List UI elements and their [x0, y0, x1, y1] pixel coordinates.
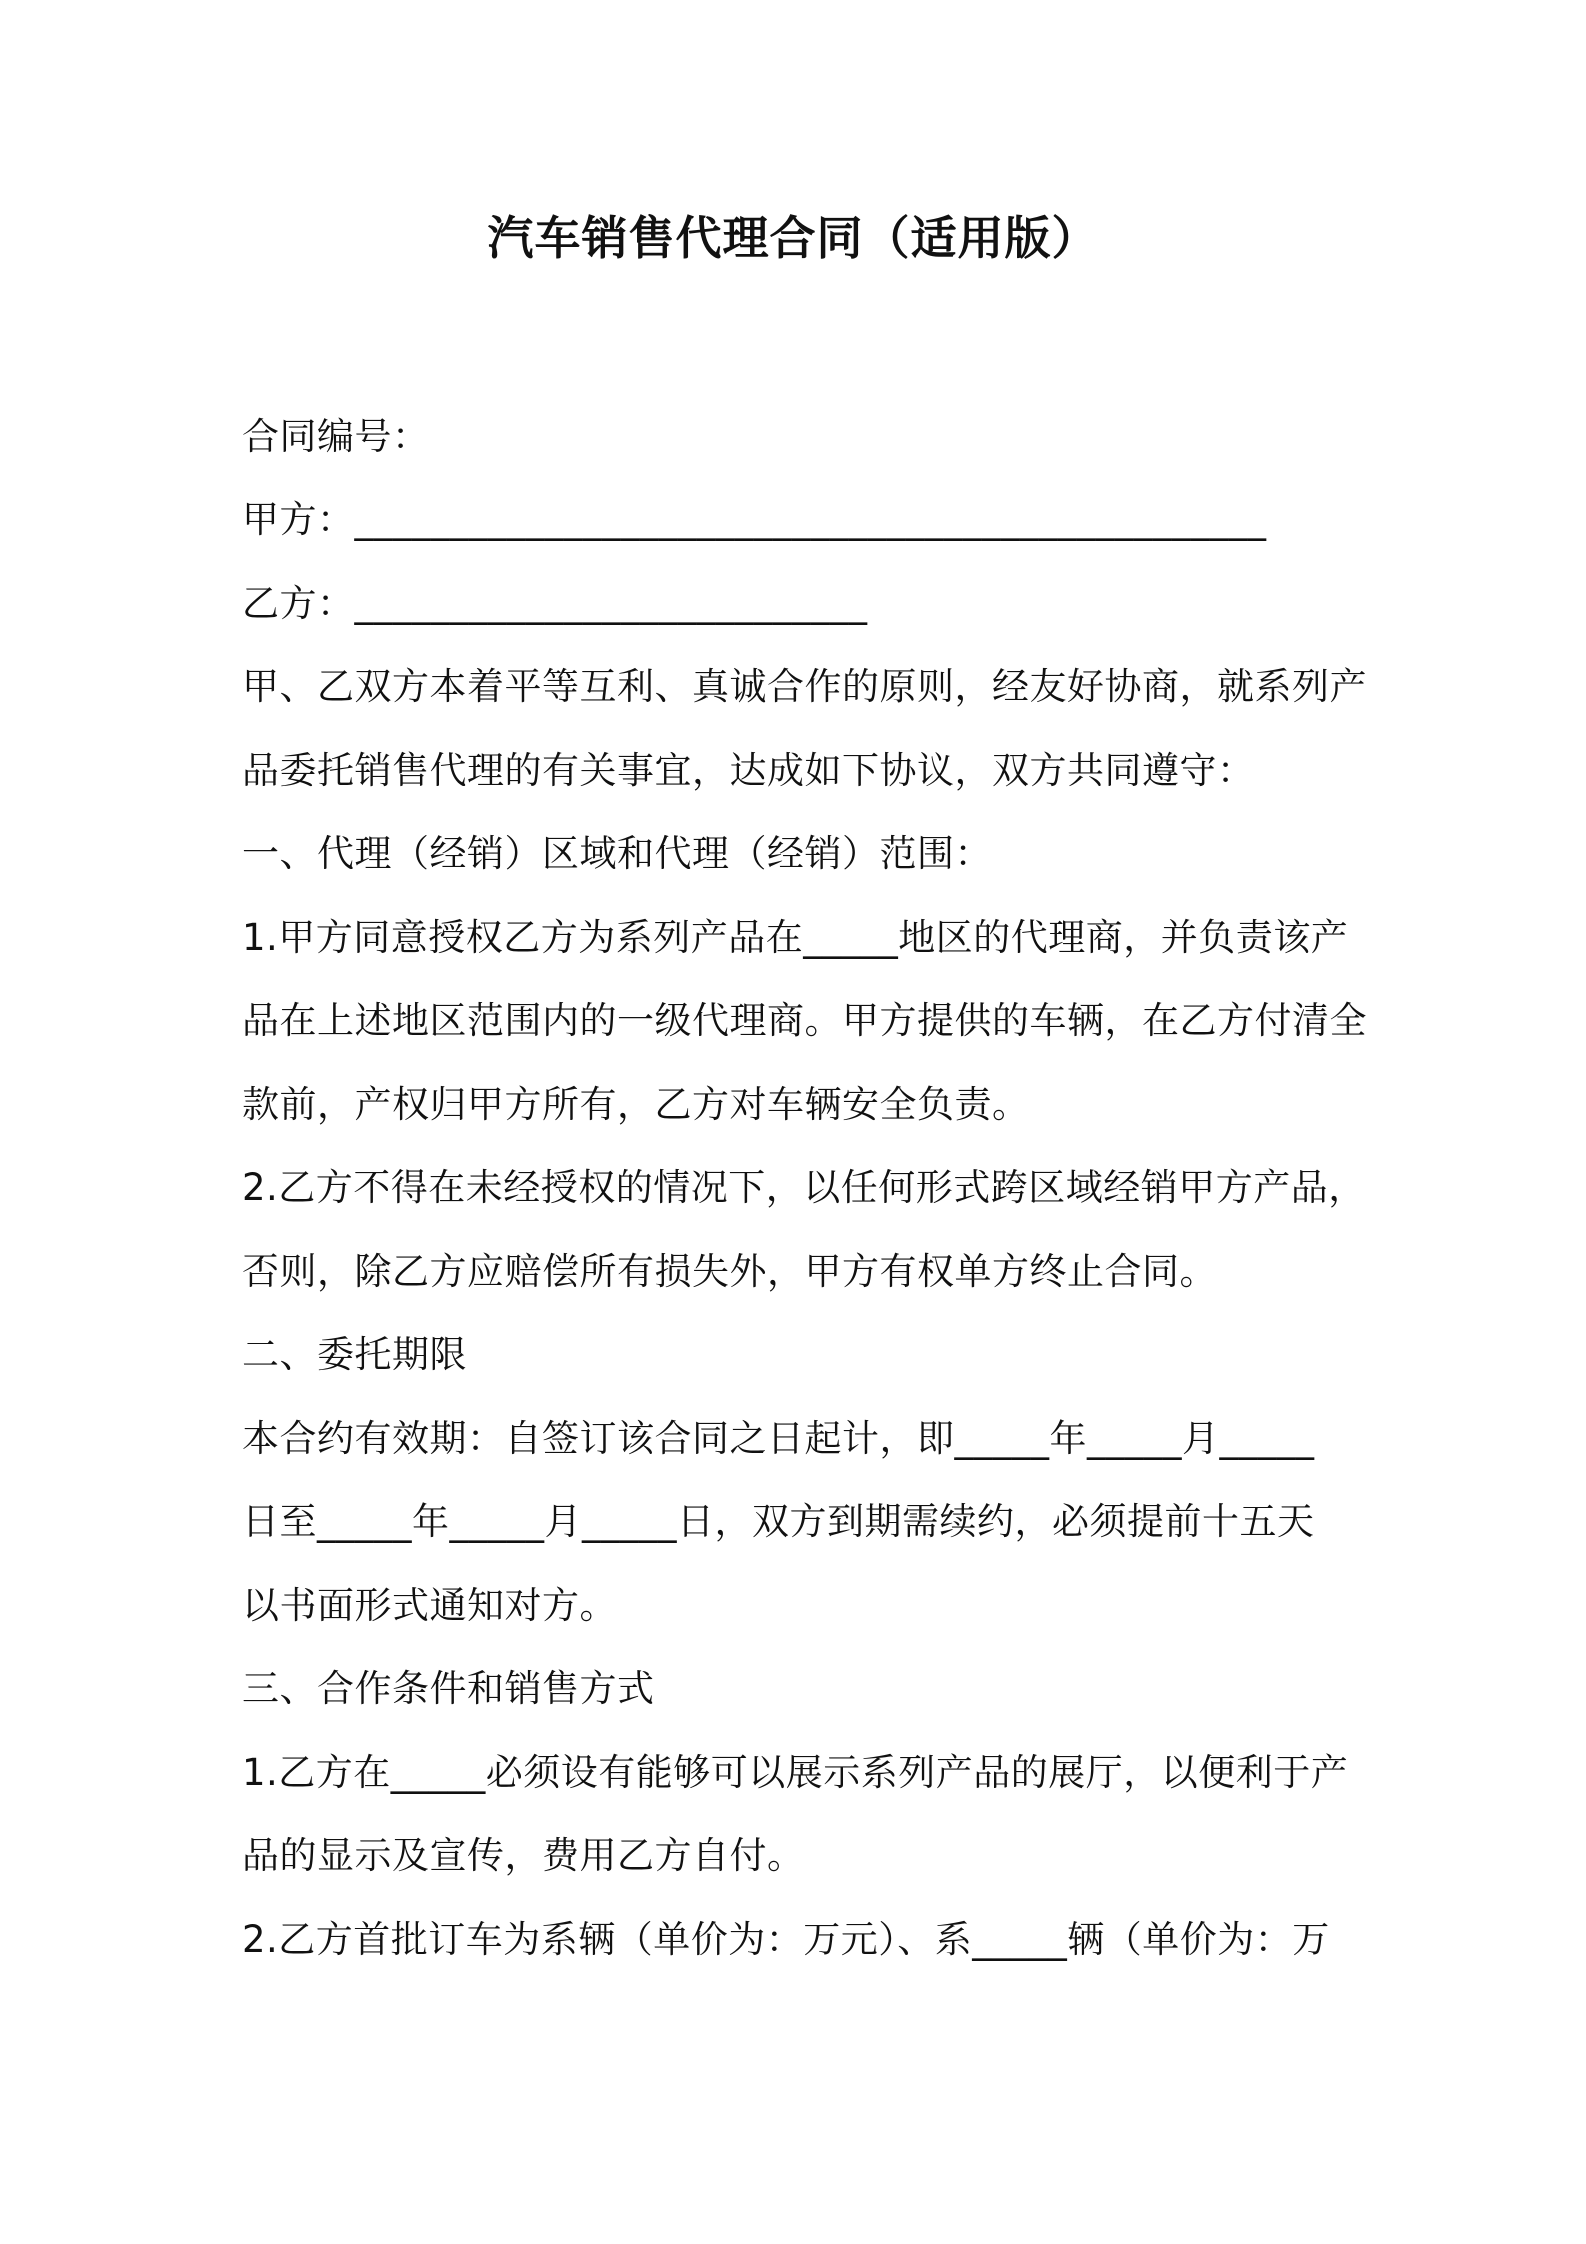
party-a-line: 甲方：________________________________________________ — [242, 498, 1267, 541]
clause-line: 日至_____年_____月_____日，双方到期需续约，必须提前十五天 — [242, 1500, 1315, 1543]
clause-line: 否则，除乙方应赔偿所有损失外，甲方有权单方终止合同。 — [242, 1250, 1217, 1293]
section-heading-2: 二、委托期限 — [242, 1333, 467, 1376]
document-title: 汽车销售代理合同（适用版） — [487, 211, 1099, 265]
clause-line: 款前，产权归甲方所有，乙方对车辆安全负责。 — [242, 1083, 1030, 1126]
clause-line: 本合约有效期：自签订该合同之日起计，即_____年_____月_____ — [242, 1417, 1315, 1460]
clause-line: 品的显示及宣传，费用乙方自付。 — [242, 1834, 805, 1877]
body-paragraph-line: 甲、乙双方本着平等互利、真诚合作的原则，经友好协商，就系列产 — [242, 665, 1367, 708]
clause-line: 品在上述地区范围内的一级代理商。甲方提供的车辆，在乙方付清全 — [242, 999, 1367, 1042]
section-heading-3: 三、合作条件和销售方式 — [242, 1667, 655, 1710]
clause-line: 2.乙方不得在未经授权的情况下，以任何形式跨区域经销甲方产品， — [242, 1166, 1366, 1209]
clause-line: 1.甲方同意授权乙方为系列产品在_____地区的代理商，并负责该产 — [242, 916, 1349, 959]
party-b-line: 乙方：___________________________ — [242, 582, 868, 625]
clause-line: 2.乙方首批订车为系辆（单价为：万元）、系_____辆（单价为：万 — [242, 1918, 1330, 1961]
section-heading-1: 一、代理（经销）区域和代理（经销）范围： — [242, 832, 992, 875]
body-paragraph-line: 品委托销售代理的有关事宜，达成如下协议，双方共同遵守： — [242, 749, 1255, 792]
contract-number-line: 合同编号： — [242, 415, 430, 458]
clause-line: 1.乙方在_____必须设有能够可以展示系列产品的展厅，以便利于产 — [242, 1751, 1349, 1794]
clause-line: 以书面形式通知对方。 — [242, 1584, 617, 1627]
